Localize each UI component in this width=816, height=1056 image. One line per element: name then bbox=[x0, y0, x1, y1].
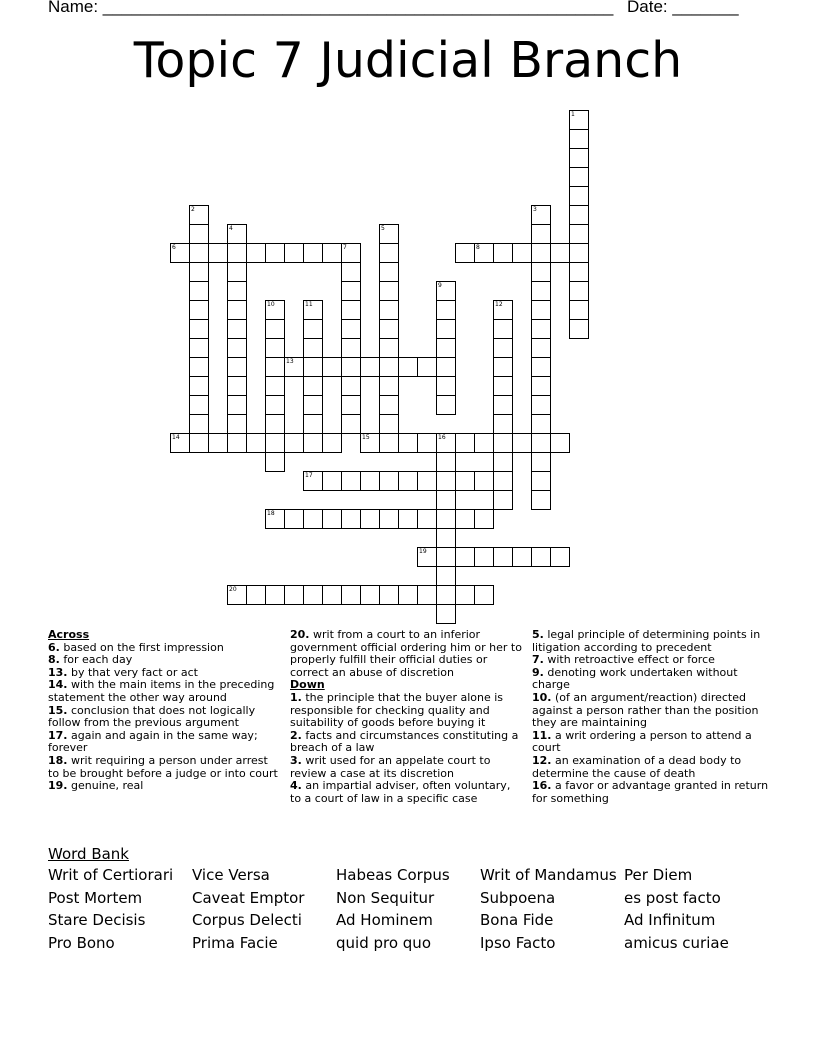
crossword-cell[interactable] bbox=[341, 281, 361, 301]
clue-number: 18 bbox=[267, 510, 275, 517]
crossword-cell[interactable] bbox=[569, 110, 589, 130]
crossword-cell[interactable] bbox=[531, 281, 551, 301]
word-bank-row bbox=[48, 866, 768, 889]
crossword-cell[interactable] bbox=[265, 319, 285, 339]
crossword-cell[interactable] bbox=[436, 281, 456, 301]
clue-down-5: 5. legal principle of determining points in litigation according to precedent bbox=[532, 628, 761, 654]
clues-column-2 bbox=[290, 629, 522, 805]
clue-number: 2 bbox=[191, 206, 195, 213]
word-bank-item: Writ of Mandamus bbox=[480, 866, 617, 884]
crossword-cell[interactable] bbox=[284, 357, 304, 377]
crossword-cell[interactable] bbox=[265, 376, 285, 396]
crossword-cell[interactable] bbox=[512, 433, 532, 453]
crossword-cell[interactable] bbox=[341, 262, 361, 282]
crossword-cell[interactable] bbox=[436, 566, 456, 586]
crossword-cell[interactable] bbox=[227, 414, 247, 434]
crossword-cell[interactable] bbox=[474, 547, 494, 567]
crossword-cell[interactable] bbox=[531, 243, 551, 263]
clues-column-1 bbox=[48, 629, 280, 793]
crossword-cell[interactable] bbox=[227, 395, 247, 415]
crossword-cell[interactable] bbox=[303, 395, 323, 415]
clue-across-20: 20. writ from a court to an inferior government official ordering him or her to properly fulfill their official duties or correct an abuse of discretion bbox=[290, 628, 522, 679]
clue-number: 17 bbox=[305, 472, 313, 479]
crossword-cell[interactable] bbox=[303, 243, 323, 263]
clue-down-3: 3. writ used for an appelate court to review a case at its discretion bbox=[290, 753, 491, 780]
crossword-cell[interactable] bbox=[531, 376, 551, 396]
clue-number: 8 bbox=[476, 244, 480, 251]
crossword-cell[interactable] bbox=[569, 300, 589, 320]
clues-column-3 bbox=[532, 629, 772, 805]
crossword-cell[interactable] bbox=[265, 338, 285, 358]
crossword-cell[interactable] bbox=[531, 471, 551, 491]
crossword-cell[interactable] bbox=[265, 509, 285, 529]
clue-number: 12 bbox=[495, 301, 503, 308]
crossword-cell[interactable] bbox=[417, 509, 437, 529]
clue-across-19: 19. genuine, real bbox=[48, 779, 144, 793]
crossword-cell[interactable] bbox=[341, 509, 361, 529]
crossword-cell[interactable] bbox=[493, 490, 513, 510]
crossword-cell[interactable] bbox=[531, 547, 551, 567]
crossword-cell[interactable] bbox=[189, 224, 209, 244]
crossword-cell[interactable] bbox=[379, 281, 399, 301]
crossword-cell[interactable] bbox=[322, 357, 342, 377]
crossword-cell[interactable] bbox=[189, 395, 209, 415]
crossword-cell[interactable] bbox=[436, 490, 456, 510]
clue-number: 6 bbox=[172, 244, 176, 251]
crossword-cell[interactable] bbox=[531, 300, 551, 320]
crossword-cell[interactable] bbox=[189, 281, 209, 301]
clue-down-1: 1. the principle that the buyer alone is responsible for checking quality and suitability of goods before buying it bbox=[290, 690, 504, 730]
crossword-cell[interactable] bbox=[493, 471, 513, 491]
crossword-cell[interactable] bbox=[512, 547, 532, 567]
crossword-cell[interactable] bbox=[569, 205, 589, 225]
word-bank-item: Subpoena bbox=[480, 888, 556, 907]
clue-down-12: 12. an examination of a dead body to determine the cause of death bbox=[532, 753, 742, 780]
crossword-cell[interactable] bbox=[208, 433, 228, 453]
crossword-cell[interactable] bbox=[550, 243, 570, 263]
word-bank-item: Stare Decisis bbox=[48, 911, 146, 930]
crossword-cell[interactable] bbox=[417, 357, 437, 377]
clue-number: 20 bbox=[229, 586, 237, 593]
crossword-cell[interactable] bbox=[303, 319, 323, 339]
crossword-cell[interactable] bbox=[493, 338, 513, 358]
crossword-cell[interactable] bbox=[474, 471, 494, 491]
down-heading: Down bbox=[290, 678, 325, 692]
crossword-cell[interactable] bbox=[360, 471, 380, 491]
crossword-cell[interactable] bbox=[341, 395, 361, 415]
crossword-cell[interactable] bbox=[189, 414, 209, 434]
crossword-cell[interactable] bbox=[569, 243, 589, 263]
crossword-cell[interactable] bbox=[265, 433, 285, 453]
clue-number: 4 bbox=[229, 225, 233, 232]
crossword-cell[interactable] bbox=[569, 129, 589, 149]
crossword-cell[interactable] bbox=[379, 395, 399, 415]
word-bank-item: Bona Fide bbox=[480, 911, 554, 930]
crossword-cell[interactable] bbox=[436, 433, 456, 453]
crossword-cell[interactable] bbox=[398, 509, 418, 529]
word-bank-item: amicus curiae bbox=[624, 933, 729, 952]
crossword-cell[interactable] bbox=[227, 357, 247, 377]
crossword-cell[interactable] bbox=[436, 338, 456, 358]
date-field-label: Date: _______ bbox=[627, 0, 739, 16]
crossword-cell[interactable] bbox=[227, 224, 247, 244]
crossword-cell[interactable] bbox=[436, 452, 456, 472]
crossword-cell[interactable] bbox=[379, 300, 399, 320]
crossword-cell[interactable] bbox=[493, 547, 513, 567]
crossword-cell[interactable] bbox=[170, 433, 190, 453]
crossword-cell[interactable] bbox=[303, 300, 323, 320]
crossword-cell[interactable] bbox=[455, 471, 475, 491]
crossword-cell[interactable] bbox=[265, 357, 285, 377]
crossword-cell[interactable] bbox=[550, 433, 570, 453]
crossword-cell[interactable] bbox=[531, 395, 551, 415]
crossword-cell[interactable] bbox=[341, 300, 361, 320]
page-title: Topic 7 Judicial Branch bbox=[133, 32, 683, 89]
word-bank bbox=[48, 866, 768, 956]
crossword-cell[interactable] bbox=[303, 509, 323, 529]
crossword-cell[interactable] bbox=[379, 357, 399, 377]
crossword-cell[interactable] bbox=[493, 357, 513, 377]
crossword-cell[interactable] bbox=[474, 433, 494, 453]
crossword-cell[interactable] bbox=[379, 224, 399, 244]
crossword-cell[interactable] bbox=[322, 471, 342, 491]
crossword-cell[interactable] bbox=[360, 585, 380, 605]
crossword-cell[interactable] bbox=[379, 509, 399, 529]
crossword-cell[interactable] bbox=[398, 471, 418, 491]
crossword-cell[interactable] bbox=[360, 357, 380, 377]
crossword-cell[interactable] bbox=[227, 585, 247, 605]
crossword-cell[interactable] bbox=[189, 262, 209, 282]
word-bank-item: Corpus Delecti bbox=[192, 911, 302, 930]
word-bank-heading: Word Bank bbox=[48, 845, 129, 863]
crossword-cell[interactable] bbox=[189, 300, 209, 320]
crossword-cell[interactable] bbox=[227, 281, 247, 301]
clue-number: 13 bbox=[286, 358, 294, 365]
crossword-cell[interactable] bbox=[436, 547, 456, 567]
crossword-cell[interactable] bbox=[417, 471, 437, 491]
crossword-cell[interactable] bbox=[531, 433, 551, 453]
word-bank-item: Caveat Emptor bbox=[192, 888, 305, 907]
crossword-cell[interactable] bbox=[303, 585, 323, 605]
crossword-cell[interactable] bbox=[436, 528, 456, 548]
crossword-cell[interactable] bbox=[341, 414, 361, 434]
crossword-cell[interactable] bbox=[531, 262, 551, 282]
crossword-cell[interactable] bbox=[436, 300, 456, 320]
crossword-cell[interactable] bbox=[379, 338, 399, 358]
crossword-cell[interactable] bbox=[436, 357, 456, 377]
crossword-cell[interactable] bbox=[569, 262, 589, 282]
clue-number: 15 bbox=[362, 434, 370, 441]
crossword-cell[interactable] bbox=[531, 319, 551, 339]
word-bank-row bbox=[48, 911, 768, 934]
crossword-cell[interactable] bbox=[436, 585, 456, 605]
crossword-cell[interactable] bbox=[379, 471, 399, 491]
clue-down-7: 7. with retroactive effect or force bbox=[532, 653, 715, 667]
crossword-cell[interactable] bbox=[303, 357, 323, 377]
clue-across-15: 15. conclusion that does not logically follow from the previous argument bbox=[48, 703, 256, 730]
crossword-cell[interactable] bbox=[436, 319, 456, 339]
word-bank-item: Ad Hominem bbox=[336, 911, 433, 930]
word-bank-item: Post Mortem bbox=[48, 888, 143, 907]
crossword-cell[interactable] bbox=[170, 243, 190, 263]
crossword-cell[interactable] bbox=[379, 319, 399, 339]
crossword-cell[interactable] bbox=[569, 186, 589, 206]
word-bank-item: Ad Infinitum bbox=[624, 911, 716, 930]
crossword-cell[interactable] bbox=[379, 433, 399, 453]
clue-number: 10 bbox=[267, 301, 275, 308]
clue-across-17: 17. again and again in the same way; forever bbox=[48, 728, 258, 755]
crossword-cell[interactable] bbox=[284, 509, 304, 529]
crossword-cell[interactable] bbox=[284, 585, 304, 605]
crossword-cell[interactable] bbox=[436, 395, 456, 415]
crossword-cell[interactable] bbox=[455, 509, 475, 529]
clue-number: 19 bbox=[419, 548, 427, 555]
word-bank-item: Vice Versa bbox=[192, 866, 270, 884]
crossword-cell[interactable] bbox=[455, 547, 475, 567]
crossword-cell[interactable] bbox=[246, 585, 266, 605]
crossword-cell[interactable] bbox=[493, 319, 513, 339]
word-bank-item: Prima Facie bbox=[192, 933, 278, 952]
crossword-cell[interactable] bbox=[379, 414, 399, 434]
word-bank-item: quid pro quo bbox=[336, 933, 431, 952]
crossword-cell[interactable] bbox=[341, 243, 361, 263]
crossword-cell[interactable] bbox=[379, 243, 399, 263]
clue-number: 11 bbox=[305, 301, 313, 308]
clue-down-2: 2. facts and circumstances constituting a breach of a law bbox=[290, 728, 519, 755]
crossword-cell[interactable] bbox=[303, 433, 323, 453]
crossword-cell[interactable] bbox=[284, 433, 304, 453]
word-bank-item: Pro Bono bbox=[48, 933, 115, 952]
crossword-cell[interactable] bbox=[455, 585, 475, 605]
crossword-cell[interactable] bbox=[303, 414, 323, 434]
crossword-cell[interactable] bbox=[493, 376, 513, 396]
crossword-cell[interactable] bbox=[265, 300, 285, 320]
clue-down-9: 9. denoting work undertaken without charge bbox=[532, 665, 738, 692]
crossword-cell[interactable] bbox=[265, 585, 285, 605]
crossword-cell[interactable] bbox=[303, 338, 323, 358]
clue-number: 14 bbox=[172, 434, 180, 441]
crossword-cell[interactable] bbox=[360, 433, 380, 453]
crossword-cell[interactable] bbox=[493, 243, 513, 263]
crossword-cell[interactable] bbox=[265, 452, 285, 472]
crossword-cell[interactable] bbox=[474, 243, 494, 263]
crossword-cell[interactable] bbox=[474, 509, 494, 529]
name-field-label: Name: ______________________________________________________ bbox=[48, 0, 614, 16]
crossword-cell[interactable] bbox=[531, 490, 551, 510]
crossword-cell[interactable] bbox=[322, 243, 342, 263]
word-bank-row bbox=[48, 934, 768, 957]
crossword-cell[interactable] bbox=[493, 414, 513, 434]
crossword-cell[interactable] bbox=[322, 509, 342, 529]
crossword-cell[interactable] bbox=[398, 357, 418, 377]
clue-number: 3 bbox=[533, 206, 537, 213]
word-bank-item: Writ of Certiorari bbox=[48, 866, 174, 884]
crossword-cell[interactable] bbox=[417, 547, 437, 567]
crossword-cell[interactable] bbox=[303, 471, 323, 491]
crossword-cell[interactable] bbox=[189, 205, 209, 225]
crossword-cell[interactable] bbox=[341, 338, 361, 358]
crossword-cell[interactable] bbox=[569, 148, 589, 168]
word-bank-item: es post facto bbox=[624, 888, 721, 907]
crossword-cell[interactable] bbox=[341, 357, 361, 377]
clue-number: 7 bbox=[343, 244, 347, 251]
crossword-cell[interactable] bbox=[265, 243, 285, 263]
crossword-cell[interactable] bbox=[246, 243, 266, 263]
clue-across-18: 18. writ requiring a person under arrest to be brought before a judge or into court bbox=[48, 753, 278, 780]
crossword-cell[interactable] bbox=[493, 300, 513, 320]
crossword-cell[interactable] bbox=[569, 167, 589, 187]
crossword-cell[interactable] bbox=[569, 281, 589, 301]
crossword-cell[interactable] bbox=[398, 585, 418, 605]
crossword-cell[interactable] bbox=[531, 205, 551, 225]
clue-number: 9 bbox=[438, 282, 442, 289]
crossword-cell[interactable] bbox=[398, 433, 418, 453]
crossword-cell[interactable] bbox=[227, 262, 247, 282]
crossword-cell[interactable] bbox=[341, 319, 361, 339]
crossword-cell[interactable] bbox=[436, 471, 456, 491]
crossword-cell[interactable] bbox=[227, 338, 247, 358]
crossword-cell[interactable] bbox=[493, 452, 513, 472]
crossword-cell[interactable] bbox=[322, 585, 342, 605]
crossword-cell[interactable] bbox=[379, 376, 399, 396]
crossword-cell[interactable] bbox=[531, 452, 551, 472]
clue-across-6: 6. based on the first impression bbox=[48, 640, 224, 654]
crossword-cell[interactable] bbox=[341, 585, 361, 605]
clue-down-16: 16. a favor or advantage granted in return for something bbox=[532, 779, 769, 805]
crossword-cell[interactable] bbox=[265, 395, 285, 415]
crossword-cell[interactable] bbox=[436, 604, 456, 624]
crossword-cell[interactable] bbox=[360, 509, 380, 529]
clue-across-14: 14. with the main items in the preceding statement the other way around bbox=[48, 678, 275, 704]
crossword-cell[interactable] bbox=[227, 376, 247, 396]
crossword-cell[interactable] bbox=[227, 433, 247, 453]
crossword-cell[interactable] bbox=[512, 243, 532, 263]
crossword-cell[interactable] bbox=[436, 509, 456, 529]
clue-down-10: 10. (of an argument/reaction) directed against a person rather than the position they are maintaining bbox=[532, 690, 759, 730]
crossword-cell[interactable] bbox=[189, 357, 209, 377]
crossword-cell[interactable] bbox=[493, 433, 513, 453]
clue-across-13: 13. by that very fact or act bbox=[48, 665, 198, 679]
clue-number: 1 bbox=[571, 111, 575, 118]
crossword-cell[interactable] bbox=[474, 585, 494, 605]
crossword-cell[interactable] bbox=[531, 357, 551, 377]
crossword-cell[interactable] bbox=[455, 243, 475, 263]
crossword-cell[interactable] bbox=[417, 585, 437, 605]
crossword-cell[interactable] bbox=[417, 433, 437, 453]
word-bank-row bbox=[48, 889, 768, 912]
crossword-cell[interactable] bbox=[550, 547, 570, 567]
crossword-cell[interactable] bbox=[531, 414, 551, 434]
crossword-cell[interactable] bbox=[322, 433, 342, 453]
crossword-cell[interactable] bbox=[493, 395, 513, 415]
crossword-cell[interactable] bbox=[246, 433, 266, 453]
crossword-cell[interactable] bbox=[227, 319, 247, 339]
crossword-cell[interactable] bbox=[531, 224, 551, 244]
clue-down-4: 4. an impartial adviser, often voluntary, to a court of law in a specific case bbox=[290, 779, 511, 805]
crossword-cell[interactable] bbox=[265, 414, 285, 434]
crossword-cell[interactable] bbox=[189, 243, 209, 263]
crossword-cell[interactable] bbox=[341, 471, 361, 491]
crossword-cell[interactable] bbox=[189, 376, 209, 396]
crossword-cell[interactable] bbox=[284, 243, 304, 263]
word-bank-item: Per Diem bbox=[624, 866, 693, 884]
crossword-cell[interactable] bbox=[208, 243, 228, 263]
crossword-cell[interactable] bbox=[379, 585, 399, 605]
crossword-cell[interactable] bbox=[455, 433, 475, 453]
across-heading: Across bbox=[48, 628, 90, 641]
clue-down-11: 11. a writ ordering a person to attend a court bbox=[532, 728, 752, 755]
crossword-cell[interactable] bbox=[227, 300, 247, 320]
crossword-cell[interactable] bbox=[341, 376, 361, 396]
clue-number: 16 bbox=[438, 434, 446, 441]
crossword-cell[interactable] bbox=[569, 319, 589, 339]
word-bank-item: Ipso Facto bbox=[480, 933, 556, 952]
word-bank-item: Habeas Corpus bbox=[336, 866, 450, 884]
crossword-cell[interactable] bbox=[531, 338, 551, 358]
crossword-cell[interactable] bbox=[189, 433, 209, 453]
clue-across-8: 8. for each day bbox=[48, 653, 133, 667]
crossword-cell[interactable] bbox=[379, 262, 399, 282]
crossword-cell[interactable] bbox=[436, 376, 456, 396]
crossword-cell[interactable] bbox=[303, 376, 323, 396]
crossword-cell[interactable] bbox=[189, 338, 209, 358]
crossword-cell[interactable] bbox=[569, 224, 589, 244]
crossword-cell[interactable] bbox=[227, 243, 247, 263]
word-bank-item: Non Sequitur bbox=[336, 888, 435, 907]
clue-number: 5 bbox=[381, 225, 385, 232]
crossword-cell[interactable] bbox=[189, 319, 209, 339]
